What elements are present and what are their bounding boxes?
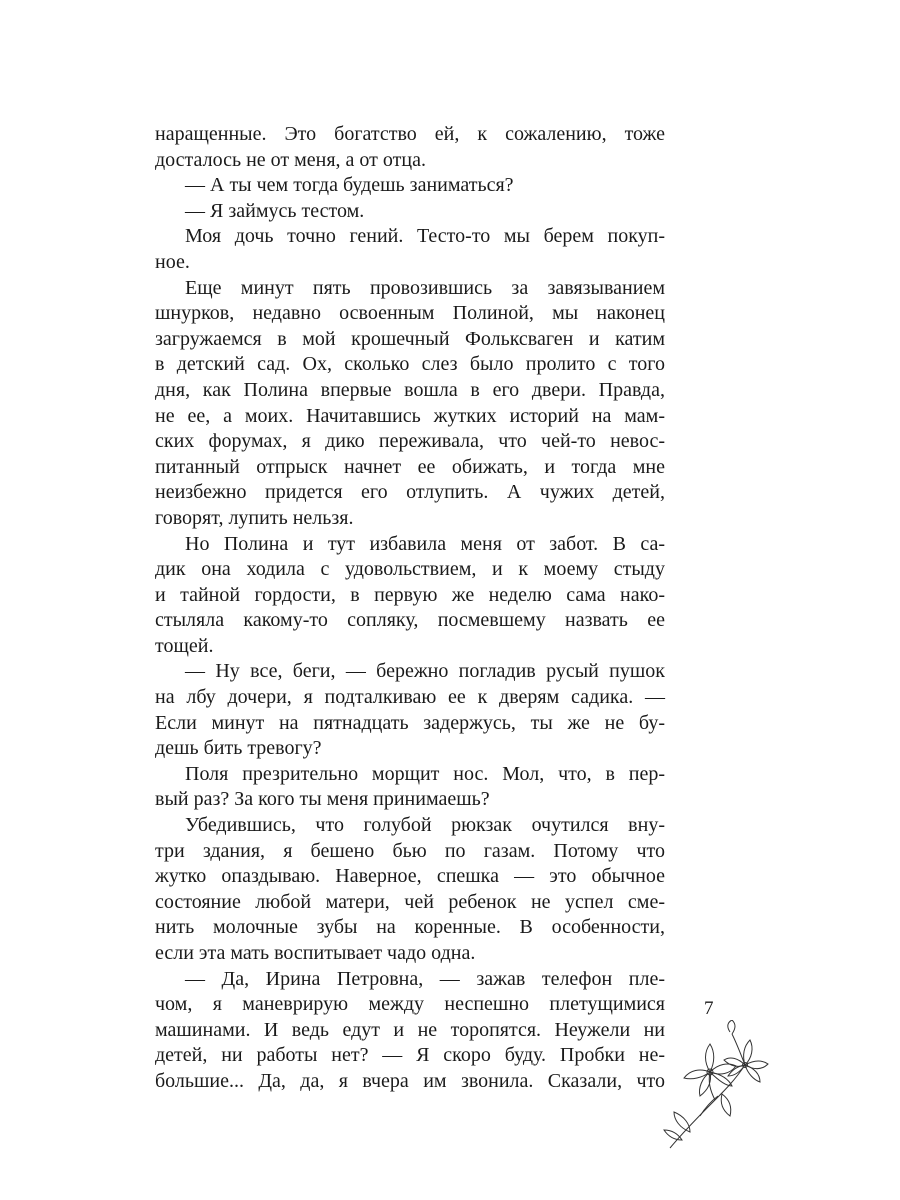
text-line: шнурков, недавно освоенным Полиной, мы наконец bbox=[155, 302, 665, 325]
text-line: на лбу дочери, я подталкиваю ее к дверям садика. — bbox=[155, 686, 665, 709]
text-line: Еще минут пять провозившись за завязыванием bbox=[185, 276, 665, 299]
text-line: — Да, Ирина Петровна, — зажав телефон пле- bbox=[185, 967, 665, 990]
text-line: машинами. И ведь едут и не торопятся. Неужели ни bbox=[155, 1018, 665, 1041]
text-line: детей, ни работы нет? — Я скоро буду. Пробки не- bbox=[155, 1044, 665, 1067]
text-line: досталось не от меня, а от отца. bbox=[155, 148, 426, 171]
text-line: вый раз? За кого ты меня принимаешь? bbox=[155, 788, 490, 811]
text-line: — Я займусь тестом. bbox=[185, 199, 365, 222]
text-line: наращенные. Это богатство ей, к сожалению, тоже bbox=[155, 123, 665, 145]
text-line: нить молочные зубы на коренные. В особенности, bbox=[155, 916, 665, 939]
text-line: большие... Да, да, я вчера им звонила. Сказали, что bbox=[155, 1069, 665, 1092]
text-line: состояние любой матери, чей ребенок не успел сме- bbox=[155, 890, 665, 913]
text-line: говорят, лупить нельзя. bbox=[155, 506, 354, 529]
text-line: три здания, я бешено бью по газам. Потому что bbox=[155, 839, 665, 862]
text-line: Если минут на пятнадцать задержусь, ты же не бу- bbox=[155, 711, 665, 734]
text-line: Моя дочь точно гений. Тесто-то мы берем покуп- bbox=[185, 225, 665, 248]
text-line: не ее, а моих. Начитавшись жутких историй на мам- bbox=[155, 404, 665, 427]
text-line: загружаемся в мой крошечный Фольксваген и катим bbox=[155, 327, 665, 350]
text-line: дня, как Полина впервые вошла в его двери. Правда, bbox=[155, 378, 665, 401]
page-number: 7 bbox=[704, 998, 714, 1019]
body-text bbox=[155, 122, 665, 1095]
text-line: и тайной гордости, в первую же неделю сама нако- bbox=[155, 583, 665, 606]
text-line: — А ты чем тогда будешь заниматься? bbox=[185, 174, 514, 197]
text-line: тощей. bbox=[155, 634, 214, 657]
text-line: Поля презрительно морщит нос. Мол, что, в пер- bbox=[185, 762, 665, 785]
text-line: Но Полина и тут избавила меня от забот. В са- bbox=[185, 532, 665, 555]
text-line: стыляла какому-то сопляку, посмевшему назвать ее bbox=[155, 609, 665, 632]
text-line: неизбежно придется его отлупить. А чужих детей, bbox=[155, 481, 665, 504]
text-line: питанный отпрыск начнет ее обижать, и тогда мне bbox=[155, 455, 665, 478]
text-line: чом, я маневрирую между неспешно плетущимися bbox=[155, 993, 665, 1016]
text-line: ное. bbox=[155, 250, 190, 273]
text-line: если эта мать воспитывает чадо одна. bbox=[155, 942, 476, 964]
text-line: дик она ходила с удовольствием, и к моему стыду bbox=[155, 558, 665, 581]
text-line: — Ну все, беги, — бережно погладив русый пушок bbox=[185, 660, 665, 683]
text-line: в детский сад. Ох, сколько слез было пролито с того bbox=[155, 353, 665, 376]
text-line: ских форумах, я дико переживала, что чей-то невос- bbox=[155, 430, 665, 453]
text-line: жутко опаздываю. Наверное, спешка — это обычное bbox=[155, 865, 665, 888]
text-line: дешь бить тревогу? bbox=[155, 737, 322, 760]
text-line: Убедившись, что голубой рюкзак очутился вну- bbox=[185, 814, 665, 837]
flower-ornament-icon bbox=[660, 1020, 770, 1150]
